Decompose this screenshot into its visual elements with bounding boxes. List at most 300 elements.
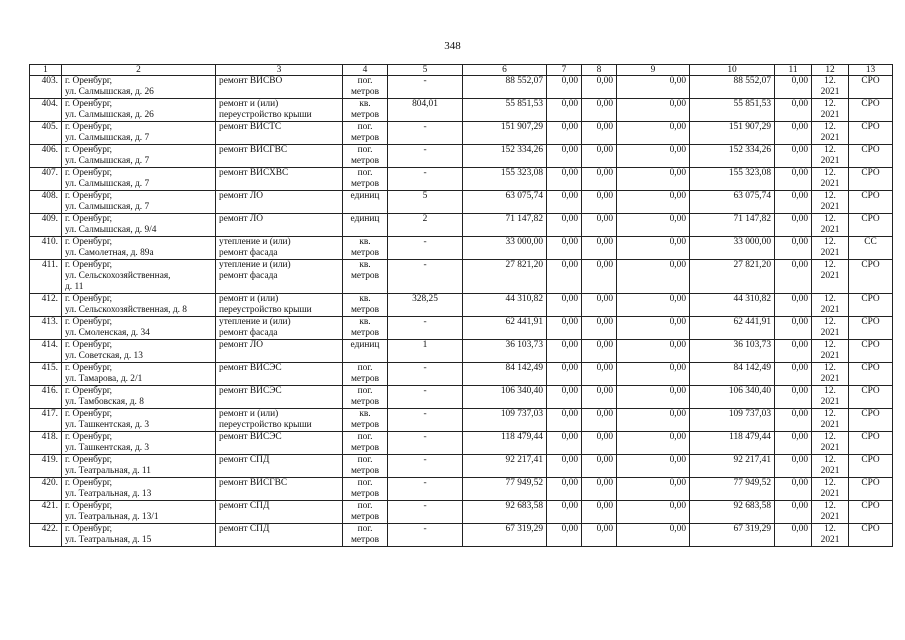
address-cell-line: ул. Салмышская, д. 7 xyxy=(65,133,150,143)
address-cell-line: ул. Салмышская, д. 7 xyxy=(65,179,150,189)
table-row xyxy=(30,524,893,547)
address-cell-line: ул. Смоленская, д. 34 xyxy=(65,328,150,338)
work-type-cell-line: ремонт СПД xyxy=(219,455,270,465)
unit-cell-line: метров xyxy=(350,512,380,522)
work-type-cell-line: утепление и (или) xyxy=(219,317,291,327)
col8-cell: 0,00 xyxy=(582,145,617,168)
address-cell xyxy=(62,122,216,145)
date-cell-line: 2021 xyxy=(820,397,840,407)
date-cell xyxy=(812,76,849,99)
address-cell-line: г. Оренбург, xyxy=(65,191,113,201)
table-row xyxy=(30,340,893,363)
code-cell: СРО xyxy=(849,386,893,409)
total-cost-cell: 151 907,29 xyxy=(463,122,547,145)
address-cell-line: ул. Театральная, д. 13 xyxy=(65,489,152,499)
table-row xyxy=(30,260,893,294)
col9-cell: 0,00 xyxy=(617,478,690,501)
register-table xyxy=(29,64,893,547)
col9-cell: 0,00 xyxy=(617,294,690,317)
column-header: 3 xyxy=(216,65,343,76)
work-type-cell-line: ремонт ЛО xyxy=(219,191,264,201)
work-type-cell-line: ремонт фасада xyxy=(219,328,278,338)
col10-cell: 92 683,58 xyxy=(690,501,775,524)
col7-cell: 0,00 xyxy=(547,501,582,524)
work-type-cell xyxy=(216,99,343,122)
quantity-cell: - xyxy=(388,501,463,524)
date-cell-line: 2021 xyxy=(820,489,840,499)
col8-cell: 0,00 xyxy=(582,386,617,409)
col10-cell: 155 323,08 xyxy=(690,168,775,191)
unit-cell-line: метров xyxy=(350,87,380,97)
address-cell-line: г. Оренбург, xyxy=(65,317,113,327)
work-type-cell-line: ремонт ВИСВО xyxy=(219,76,283,86)
col10-cell: 88 552,07 xyxy=(690,76,775,99)
table-row xyxy=(30,409,893,432)
col10-cell: 44 310,82 xyxy=(690,294,775,317)
address-cell-line: г. Оренбург, xyxy=(65,76,113,86)
table-row xyxy=(30,363,893,386)
col10-cell: 84 142,49 xyxy=(690,363,775,386)
work-type-cell-line: ремонт СПД xyxy=(219,501,270,511)
work-type-cell-line: ремонт ВИСХВС xyxy=(219,168,289,178)
column-header: 12 xyxy=(812,65,849,76)
col7-cell: 0,00 xyxy=(547,260,582,294)
unit-cell-line: единиц xyxy=(350,191,380,201)
row-number: 417. xyxy=(30,409,62,432)
col11-cell: 0,00 xyxy=(775,317,812,340)
address-cell xyxy=(62,294,216,317)
col11-cell: 0,00 xyxy=(775,214,812,237)
date-cell-line: 2021 xyxy=(820,443,840,453)
address-cell-line: г. Оренбург, xyxy=(65,122,113,132)
address-cell xyxy=(62,340,216,363)
total-cost-cell: 109 737,03 xyxy=(463,409,547,432)
col9-cell: 0,00 xyxy=(617,260,690,294)
address-cell-line: г. Оренбург, xyxy=(65,386,113,396)
row-number: 419. xyxy=(30,455,62,478)
quantity-cell: - xyxy=(388,455,463,478)
address-cell xyxy=(62,260,216,294)
address-cell xyxy=(62,168,216,191)
quantity-cell: - xyxy=(388,260,463,294)
date-cell-line: 2021 xyxy=(820,225,840,235)
date-cell-line: 12. xyxy=(824,214,836,224)
col7-cell: 0,00 xyxy=(547,122,582,145)
code-cell: СРО xyxy=(849,455,893,478)
unit-cell-line: метров xyxy=(350,133,380,143)
date-cell-line: 12. xyxy=(824,455,836,465)
col9-cell: 0,00 xyxy=(617,386,690,409)
date-cell-line: 12. xyxy=(824,237,836,247)
col9-cell: 0,00 xyxy=(617,214,690,237)
col7-cell: 0,00 xyxy=(547,237,582,260)
table-row xyxy=(30,237,893,260)
work-type-cell-line: ремонт ВИСГВС xyxy=(219,145,288,155)
unit-cell xyxy=(343,214,388,237)
work-type-cell-line: утепление и (или) xyxy=(219,260,291,270)
date-cell-line: 12. xyxy=(824,260,836,270)
column-header: 4 xyxy=(343,65,388,76)
column-header: 2 xyxy=(62,65,216,76)
address-cell-line: ул. Салмышская, д. 26 xyxy=(65,110,154,120)
col8-cell: 0,00 xyxy=(582,294,617,317)
unit-cell xyxy=(343,409,388,432)
col9-cell: 0,00 xyxy=(617,409,690,432)
total-cost-cell: 44 310,82 xyxy=(463,294,547,317)
unit-cell-line: пог. xyxy=(357,145,373,155)
row-number: 409. xyxy=(30,214,62,237)
col11-cell: 0,00 xyxy=(775,409,812,432)
col7-cell: 0,00 xyxy=(547,294,582,317)
col7-cell: 0,00 xyxy=(547,524,582,547)
quantity-cell: - xyxy=(388,168,463,191)
address-cell xyxy=(62,99,216,122)
unit-cell-line: метров xyxy=(350,305,380,315)
code-cell: СРО xyxy=(849,524,893,547)
unit-cell-line: пог. xyxy=(357,168,373,178)
address-cell-line: г. Оренбург, xyxy=(65,237,113,247)
unit-cell xyxy=(343,340,388,363)
address-cell-line: г. Оренбург, xyxy=(65,524,113,534)
work-type-cell-line: переустройство крыши xyxy=(219,420,312,430)
col9-cell: 0,00 xyxy=(617,76,690,99)
col8-cell: 0,00 xyxy=(582,340,617,363)
col10-cell: 67 319,29 xyxy=(690,524,775,547)
col10-cell: 151 907,29 xyxy=(690,122,775,145)
column-header: 10 xyxy=(690,65,775,76)
date-cell-line: 12. xyxy=(824,524,836,534)
row-number: 403. xyxy=(30,76,62,99)
date-cell-line: 2021 xyxy=(820,110,840,120)
unit-cell-line: пог. xyxy=(357,432,373,442)
address-cell-line: г. Оренбург, xyxy=(65,294,113,304)
row-number: 413. xyxy=(30,317,62,340)
work-type-cell-line: ремонт ВИСЭС xyxy=(219,386,282,396)
date-cell-line: 12. xyxy=(824,145,836,155)
date-cell-line: 12. xyxy=(824,317,836,327)
address-cell-line: ул. Советская, д. 13 xyxy=(65,351,143,361)
table-row xyxy=(30,501,893,524)
date-cell-line: 2021 xyxy=(820,271,840,281)
date-cell-line: 12. xyxy=(824,386,836,396)
total-cost-cell: 62 441,91 xyxy=(463,317,547,340)
date-cell xyxy=(812,524,849,547)
work-type-cell-line: ремонт ЛО xyxy=(219,214,264,224)
date-cell-line: 12. xyxy=(824,122,836,132)
col9-cell: 0,00 xyxy=(617,122,690,145)
date-cell-line: 12. xyxy=(824,363,836,373)
work-type-cell xyxy=(216,294,343,317)
col11-cell: 0,00 xyxy=(775,478,812,501)
row-number: 404. xyxy=(30,99,62,122)
row-number: 411. xyxy=(30,260,62,294)
quantity-cell: - xyxy=(388,386,463,409)
unit-cell-line: кв. xyxy=(359,294,371,304)
col11-cell: 0,00 xyxy=(775,122,812,145)
date-cell-line: 2021 xyxy=(820,535,840,545)
address-cell xyxy=(62,191,216,214)
unit-cell-line: кв. xyxy=(359,99,371,109)
col10-cell: 36 103,73 xyxy=(690,340,775,363)
total-cost-cell: 88 552,07 xyxy=(463,76,547,99)
unit-cell-line: метров xyxy=(350,248,380,258)
code-cell: СРО xyxy=(849,317,893,340)
address-cell-line: ул. Тамарова, д. 2/1 xyxy=(65,374,143,384)
table-row xyxy=(30,122,893,145)
table-row xyxy=(30,455,893,478)
address-cell-line: г. Оренбург, xyxy=(65,260,113,270)
date-cell-line: 2021 xyxy=(820,351,840,361)
col10-cell: 55 851,53 xyxy=(690,99,775,122)
page-number: 348 xyxy=(444,40,461,52)
total-cost-cell: 63 075,74 xyxy=(463,191,547,214)
col9-cell: 0,00 xyxy=(617,455,690,478)
code-cell: СРО xyxy=(849,409,893,432)
column-header: 7 xyxy=(547,65,582,76)
unit-cell xyxy=(343,501,388,524)
work-type-cell xyxy=(216,76,343,99)
address-cell xyxy=(62,432,216,455)
address-cell xyxy=(62,237,216,260)
total-cost-cell: 71 147,82 xyxy=(463,214,547,237)
col10-cell: 109 737,03 xyxy=(690,409,775,432)
quantity-cell: 5 xyxy=(388,191,463,214)
code-cell: СРО xyxy=(849,340,893,363)
row-number: 418. xyxy=(30,432,62,455)
col7-cell: 0,00 xyxy=(547,317,582,340)
table-row xyxy=(30,214,893,237)
col9-cell: 0,00 xyxy=(617,145,690,168)
code-cell: СРО xyxy=(849,168,893,191)
address-cell-line: ул. Салмышская, д. 7 xyxy=(65,156,150,166)
quantity-cell: - xyxy=(388,122,463,145)
col10-cell: 27 821,20 xyxy=(690,260,775,294)
col9-cell: 0,00 xyxy=(617,317,690,340)
date-cell xyxy=(812,363,849,386)
col8-cell: 0,00 xyxy=(582,168,617,191)
row-number: 412. xyxy=(30,294,62,317)
date-cell-line: 12. xyxy=(824,340,836,350)
date-cell-line: 12. xyxy=(824,168,836,178)
row-number: 408. xyxy=(30,191,62,214)
col7-cell: 0,00 xyxy=(547,214,582,237)
work-type-cell xyxy=(216,237,343,260)
column-header: 6 xyxy=(463,65,547,76)
col7-cell: 0,00 xyxy=(547,363,582,386)
address-cell xyxy=(62,363,216,386)
col7-cell: 0,00 xyxy=(547,145,582,168)
address-cell-line: ул. Театральная, д. 15 xyxy=(65,535,152,545)
col11-cell: 0,00 xyxy=(775,191,812,214)
date-cell xyxy=(812,145,849,168)
unit-cell-line: пог. xyxy=(357,501,373,511)
col9-cell: 0,00 xyxy=(617,168,690,191)
col7-cell: 0,00 xyxy=(547,99,582,122)
col8-cell: 0,00 xyxy=(582,122,617,145)
date-cell xyxy=(812,455,849,478)
quantity-cell: - xyxy=(388,363,463,386)
code-cell: СРО xyxy=(849,145,893,168)
table-row xyxy=(30,478,893,501)
work-type-cell-line: ремонт ВИСТС xyxy=(219,122,282,132)
code-cell: СРО xyxy=(849,432,893,455)
work-type-cell xyxy=(216,455,343,478)
total-cost-cell: 84 142,49 xyxy=(463,363,547,386)
unit-cell-line: метров xyxy=(350,328,380,338)
work-type-cell-line: ремонт ЛО xyxy=(219,340,264,350)
total-cost-cell: 55 851,53 xyxy=(463,99,547,122)
row-number: 410. xyxy=(30,237,62,260)
work-type-cell xyxy=(216,524,343,547)
date-cell-line: 2021 xyxy=(820,420,840,430)
col9-cell: 0,00 xyxy=(617,191,690,214)
date-cell xyxy=(812,432,849,455)
total-cost-cell: 77 949,52 xyxy=(463,478,547,501)
col10-cell: 118 479,44 xyxy=(690,432,775,455)
work-type-cell xyxy=(216,122,343,145)
work-type-cell-line: переустройство крыши xyxy=(219,305,312,315)
col10-cell: 77 949,52 xyxy=(690,478,775,501)
address-cell xyxy=(62,455,216,478)
date-cell xyxy=(812,478,849,501)
table-row xyxy=(30,317,893,340)
date-cell xyxy=(812,191,849,214)
col10-cell: 92 217,41 xyxy=(690,455,775,478)
unit-cell xyxy=(343,168,388,191)
unit-cell xyxy=(343,145,388,168)
table-body xyxy=(30,76,893,547)
row-number: 407. xyxy=(30,168,62,191)
address-cell-line: ул. Сельскохозяйственная, xyxy=(65,271,171,281)
column-header: 9 xyxy=(617,65,690,76)
col11-cell: 0,00 xyxy=(775,260,812,294)
col8-cell: 0,00 xyxy=(582,501,617,524)
date-cell-line: 12. xyxy=(824,76,836,86)
work-type-cell xyxy=(216,340,343,363)
unit-cell xyxy=(343,478,388,501)
date-cell xyxy=(812,294,849,317)
column-header: 1 xyxy=(30,65,62,76)
col7-cell: 0,00 xyxy=(547,76,582,99)
unit-cell-line: пог. xyxy=(357,363,373,373)
col9-cell: 0,00 xyxy=(617,99,690,122)
unit-cell xyxy=(343,237,388,260)
date-cell-line: 12. xyxy=(824,478,836,488)
address-cell-line: ул. Театральная, д. 13/1 xyxy=(65,512,159,522)
address-cell-line: г. Оренбург, xyxy=(65,432,113,442)
col7-cell: 0,00 xyxy=(547,409,582,432)
date-cell xyxy=(812,409,849,432)
date-cell xyxy=(812,237,849,260)
row-number: 416. xyxy=(30,386,62,409)
col8-cell: 0,00 xyxy=(582,214,617,237)
unit-cell xyxy=(343,432,388,455)
address-cell xyxy=(62,386,216,409)
unit-cell-line: кв. xyxy=(359,409,371,419)
code-cell: СРО xyxy=(849,76,893,99)
code-cell: СРО xyxy=(849,260,893,294)
date-cell xyxy=(812,99,849,122)
col11-cell: 0,00 xyxy=(775,524,812,547)
unit-cell-line: кв. xyxy=(359,237,371,247)
column-header: 8 xyxy=(582,65,617,76)
unit-cell xyxy=(343,294,388,317)
unit-cell xyxy=(343,455,388,478)
work-type-cell xyxy=(216,260,343,294)
row-number: 420. xyxy=(30,478,62,501)
col9-cell: 0,00 xyxy=(617,524,690,547)
work-type-cell-line: ремонт и (или) xyxy=(219,99,279,109)
table-row xyxy=(30,99,893,122)
address-cell-line: г. Оренбург, xyxy=(65,168,113,178)
col7-cell: 0,00 xyxy=(547,168,582,191)
work-type-cell xyxy=(216,191,343,214)
unit-cell xyxy=(343,524,388,547)
col8-cell: 0,00 xyxy=(582,432,617,455)
col11-cell: 0,00 xyxy=(775,363,812,386)
address-cell-line: ул. Тамбовская, д. 8 xyxy=(65,397,144,407)
address-cell-line: г. Оренбург, xyxy=(65,145,113,155)
total-cost-cell: 33 000,00 xyxy=(463,237,547,260)
total-cost-cell: 36 103,73 xyxy=(463,340,547,363)
quantity-cell: 1 xyxy=(388,340,463,363)
unit-cell-line: метров xyxy=(350,156,380,166)
unit-cell-line: пог. xyxy=(357,455,373,465)
unit-cell-line: кв. xyxy=(359,260,371,270)
date-cell-line: 2021 xyxy=(820,328,840,338)
total-cost-cell: 92 683,58 xyxy=(463,501,547,524)
quantity-cell: - xyxy=(388,237,463,260)
work-type-cell-line: ремонт ВИСЭС xyxy=(219,363,282,373)
date-cell-line: 2021 xyxy=(820,248,840,258)
unit-cell xyxy=(343,76,388,99)
unit-cell xyxy=(343,191,388,214)
quantity-cell: 804,01 xyxy=(388,99,463,122)
date-cell-line: 2021 xyxy=(820,374,840,384)
unit-cell xyxy=(343,317,388,340)
address-cell-line: ул. Самолетная, д. 89а xyxy=(65,248,154,258)
col11-cell: 0,00 xyxy=(775,294,812,317)
col8-cell: 0,00 xyxy=(582,524,617,547)
unit-cell-line: пог. xyxy=(357,478,373,488)
row-number: 422. xyxy=(30,524,62,547)
col8-cell: 0,00 xyxy=(582,455,617,478)
total-cost-cell: 92 217,41 xyxy=(463,455,547,478)
quantity-cell: - xyxy=(388,524,463,547)
date-cell-line: 12. xyxy=(824,99,836,109)
unit-cell-line: пог. xyxy=(357,76,373,86)
total-cost-cell: 152 334,26 xyxy=(463,145,547,168)
date-cell-line: 2021 xyxy=(820,512,840,522)
date-cell-line: 2021 xyxy=(820,202,840,212)
col10-cell: 152 334,26 xyxy=(690,145,775,168)
col11-cell: 0,00 xyxy=(775,168,812,191)
col11-cell: 0,00 xyxy=(775,386,812,409)
unit-cell xyxy=(343,363,388,386)
work-type-cell-line: ремонт ВИСЭС xyxy=(219,432,282,442)
address-cell-line: г. Оренбург, xyxy=(65,99,113,109)
total-cost-cell: 67 319,29 xyxy=(463,524,547,547)
col8-cell: 0,00 xyxy=(582,99,617,122)
address-cell-line: г. Оренбург, xyxy=(65,455,113,465)
date-cell-line: 2021 xyxy=(820,305,840,315)
col8-cell: 0,00 xyxy=(582,260,617,294)
address-cell xyxy=(62,501,216,524)
quantity-cell: - xyxy=(388,317,463,340)
address-cell-line: ул. Салмышская, д. 9/4 xyxy=(65,225,157,235)
col11-cell: 0,00 xyxy=(775,237,812,260)
code-cell: СРО xyxy=(849,363,893,386)
